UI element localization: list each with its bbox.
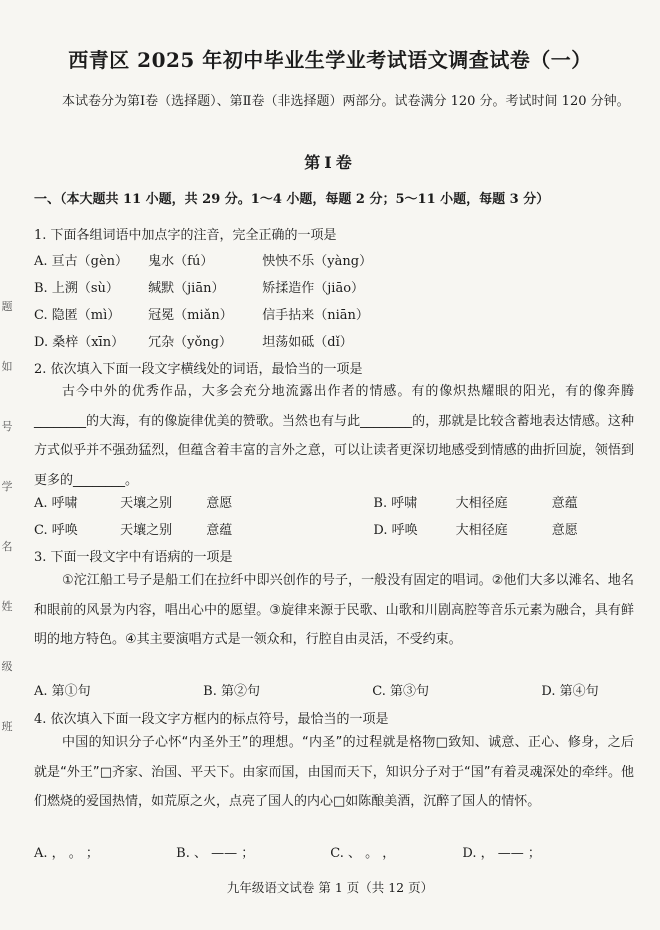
q2-option-c-3[interactable]: 意蕴 — [206, 523, 233, 538]
q1-option-a-2: 鬼水（fú） — [148, 254, 214, 269]
page-footer: 九年级语文试卷 第 1 页（共 12 页） — [226, 880, 434, 895]
q2-option-b-1[interactable]: B. 呼啸 — [373, 496, 418, 511]
q1-option-c-3: 信手拈来（niān） — [262, 308, 369, 323]
q1-option-a-3: 怏怏不乐（yàng） — [262, 254, 373, 269]
q4-options — [34, 842, 634, 861]
q1-option-a-1: A. 亘古（gèn） — [34, 254, 129, 269]
q3-stem: 3. 下面一段文字中有语病的一项是 — [34, 550, 233, 565]
q3-options — [34, 680, 634, 699]
q2-option-a-3[interactable]: 意愿 — [206, 496, 233, 511]
binding-char: 学 — [1, 480, 13, 493]
q4-stem: 4. 依次填入下面一段文字方框内的标点符号，最恰当的一项是 — [34, 712, 389, 727]
q2-option-d-3[interactable]: 意愿 — [551, 523, 578, 538]
q2-passage: 古今中外的优秀作品，大多会充分地流露出作者的情感。有的像炽热耀眼的阳光，有的像奔腾________的大海，有的像旋律优美的赞歌。当然也有与此________的，那就是比较含蓄地表达情感。这种方式似乎并不强劲猛烈，但蕴含着丰富的言外之意，可以让读者更深切地感受到情感的曲折回旋，领悟到更多的________。 — [34, 384, 634, 488]
q1-option-a[interactable] — [34, 250, 634, 269]
q2-options-row-1 — [34, 492, 634, 511]
q3-passage: ①沱江船工号子是船工们在拉纤中即兴创作的号子，一般没有固定的唱词。②他们大多以滩名、地名和眼前的风景为内容，唱出心中的愿望。③旋律来源于民歌、山歌和川剧高腔等音乐元素为融合，具有鲜明的地方特色。④其主要演唱方式是一领众和，行腔自由灵活，不受约束。 — [34, 573, 634, 647]
binding-char: 题 — [1, 300, 13, 313]
q2-option-b-3[interactable]: 意蕴 — [551, 496, 578, 511]
q2-option-c-1[interactable]: C. 呼唤 — [34, 523, 78, 538]
q3-option-a[interactable]: A. 第①句 — [34, 684, 91, 699]
q2-option-c-2[interactable]: 天壤之别 — [120, 523, 173, 538]
q1-option-b[interactable] — [34, 277, 634, 296]
q1-option-b-3: 矫揉造作（jiāo） — [262, 281, 365, 296]
q2-option-a-2[interactable]: 天壤之别 — [120, 496, 173, 511]
part-title: 第Ⅰ卷 — [304, 153, 356, 172]
binding-char: 号 — [1, 420, 13, 433]
exam-intro: 本试卷分为第Ⅰ卷（选择题）、第Ⅱ卷（非选择题）两部分。试卷满分 120 分。考试时间 120 分钟。 — [62, 94, 630, 109]
binding-margin — [0, 300, 14, 780]
binding-char: 级 — [1, 660, 13, 673]
q1-option-d-3: 坦荡如砥（dǐ） — [262, 335, 353, 350]
binding-char: 如 — [1, 360, 13, 373]
q2-stem: 2. 依次填入下面一段文字横线处的词语，最恰当的一项是 — [34, 362, 363, 377]
page-title: 西青区 2025 年初中毕业生学业考试语文调查试卷（一） — [68, 48, 592, 72]
q1-option-d-2: 冗杂（yǒng） — [148, 335, 233, 350]
q4-passage: 中国的知识分子心怀“内圣外王”的理想。“内圣”的过程就是格物□致知、诚意、正心、修身，之后就是“外王”□齐家、治国、平天下。由家而国，由国而天下，知识分子对于“国”有着灵魂深处的牵绊。他们燃烧的爱国热情，如荒原之火，点亮了国人的内心□如陈酿美酒，沉醉了国人的情怀。 — [34, 735, 634, 809]
q3-option-c[interactable]: C. 第③句 — [372, 684, 430, 699]
binding-char: 姓 — [1, 600, 13, 613]
q1-option-c-2: 冠冕（miǎn） — [148, 308, 233, 323]
q2-option-d-2[interactable]: 大相径庭 — [455, 523, 508, 538]
q2-option-d-1[interactable]: D. 呼唤 — [373, 523, 418, 538]
q1-option-b-1: B. 上溯（sù） — [34, 281, 119, 296]
binding-char: 班 — [1, 720, 13, 733]
q1-stem: 1. 下面各组词语中加点字的注音，完全正确的一项是 — [34, 228, 337, 243]
q2-option-a-1[interactable]: A. 呼啸 — [34, 496, 78, 511]
q2-option-b-2[interactable]: 大相径庭 — [455, 496, 508, 511]
q2-options-row-2 — [34, 519, 634, 538]
q1-option-c[interactable] — [34, 304, 634, 323]
q4-option-a[interactable]: A. ， 。 ； — [34, 846, 99, 861]
q1-option-d-1: D. 桑梓（xīn） — [34, 335, 125, 350]
q4-option-c[interactable]: C. 、 。 ， — [330, 846, 396, 861]
section-header: 一、（本大题共 11 小题，共 29 分。1～4 小题，每题 2 分；5～11 小题，每题 3 分） — [34, 192, 550, 207]
q1-option-d[interactable] — [34, 331, 634, 350]
q3-option-d[interactable]: D. 第④句 — [541, 684, 599, 699]
q4-option-d[interactable]: D. ， —— ； — [462, 846, 541, 861]
binding-char: 名 — [1, 540, 13, 553]
q1-option-b-2: 缄默（jiān） — [148, 281, 225, 296]
q1-option-c-1: C. 隐匿（mì） — [34, 308, 121, 323]
q3-option-b[interactable]: B. 第②句 — [203, 684, 260, 699]
q4-option-b[interactable]: B. 、 —— ； — [176, 846, 255, 861]
